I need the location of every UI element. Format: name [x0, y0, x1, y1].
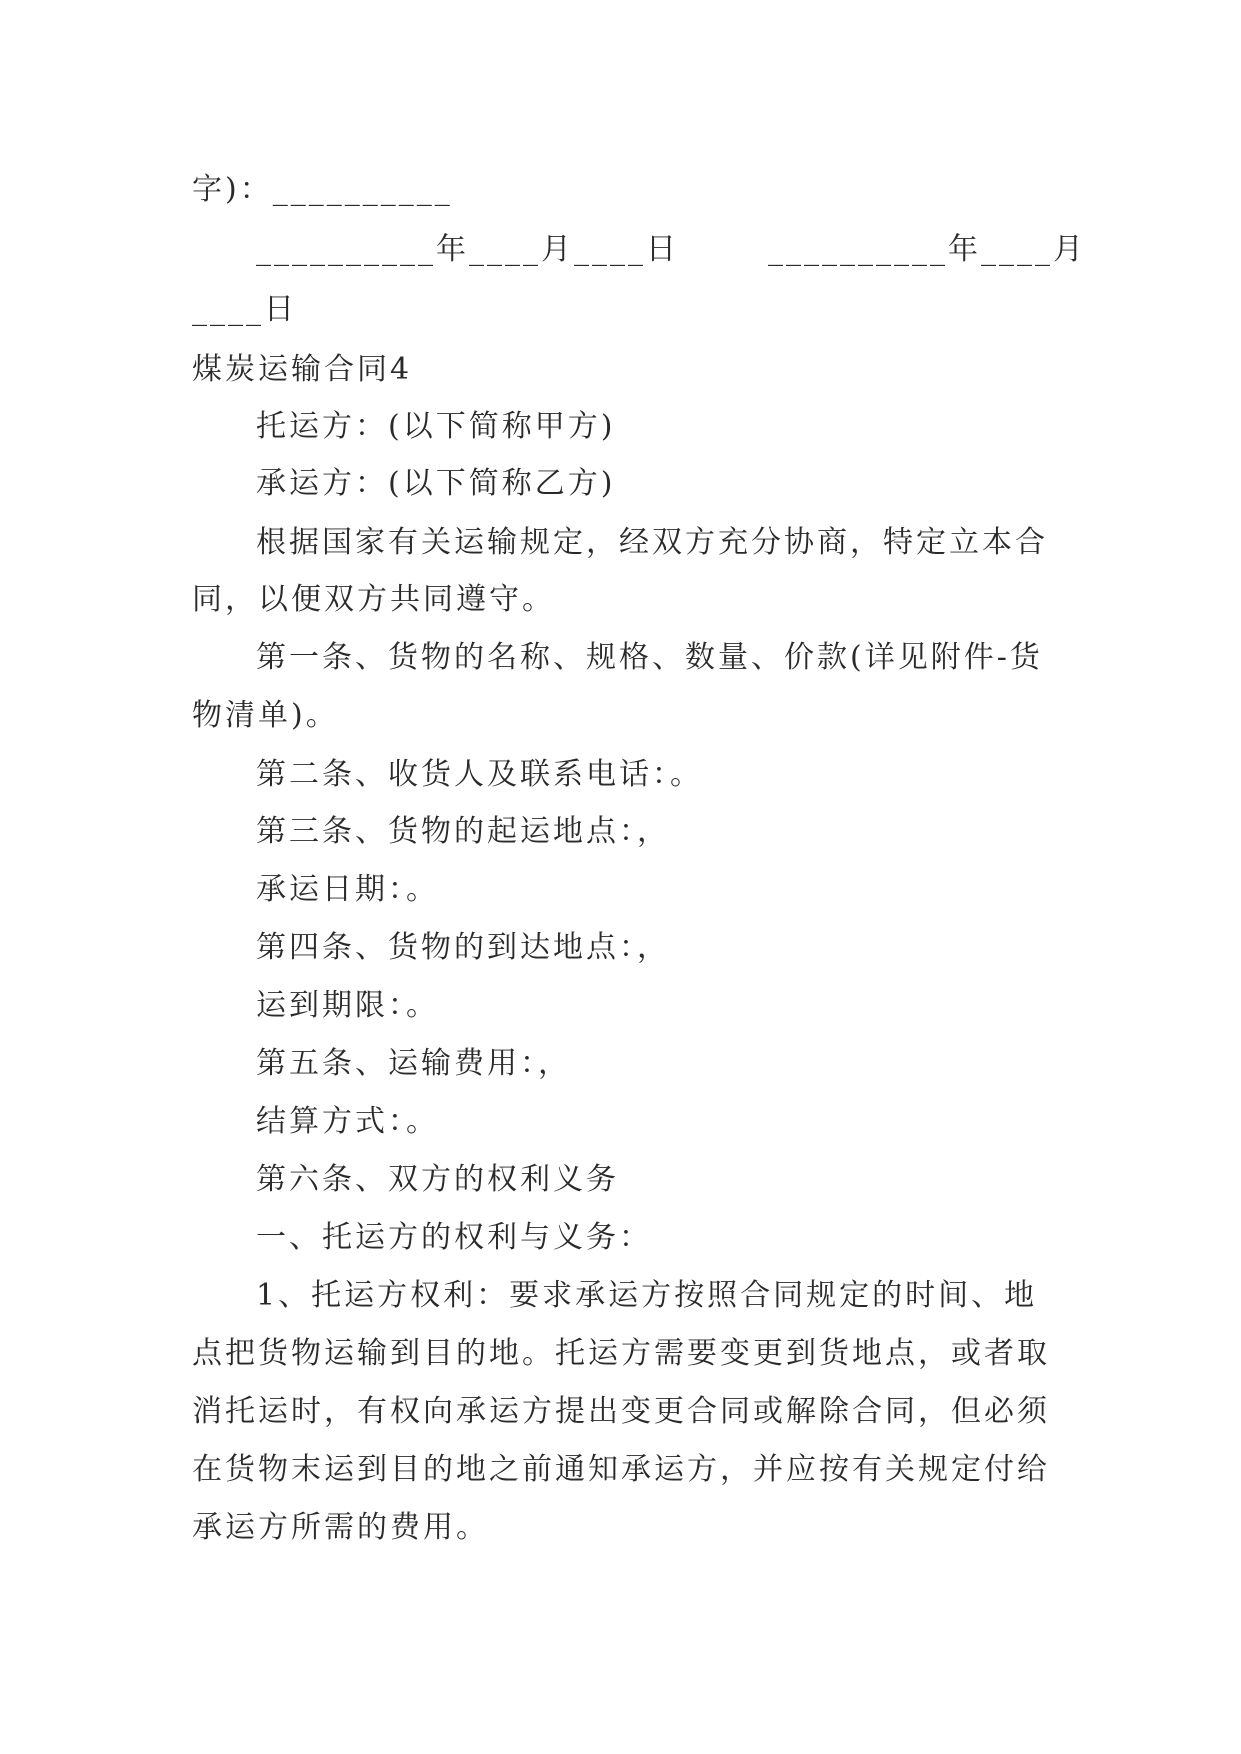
preamble-line-1: 根据国家有关运输规定，经双方充分协商，特定立本合: [256, 525, 1048, 560]
carry-date: 承运日期：。: [256, 872, 439, 907]
article-1-line-1: 第一条、货物的名称、规格、数量、价款(详见附件-货: [256, 640, 1043, 675]
article-6: 第六条、双方的权利义务: [256, 1162, 619, 1197]
article-5: 第五条、运输费用：，: [256, 1046, 571, 1081]
item-1-line-2: 点把货物运输到目的地。托运方需要变更到货地点，或者取: [192, 1336, 1050, 1371]
article-1-line-2: 物清单)。: [192, 698, 339, 733]
part-1-heading: 一、托运方的权利与义务：: [256, 1220, 652, 1255]
settlement-method: 结算方式：。: [256, 1104, 439, 1139]
item-1-line-4: 在货物末运到目的地之前通知承运方，并应按有关规定付给: [192, 1452, 1050, 1487]
preamble-line-2: 同，以便双方共同遵守。: [192, 582, 555, 617]
date-field-right: __________年____月: [768, 232, 1086, 267]
carrier-line: 承运方：(以下简称乙方): [256, 466, 616, 501]
article-4: 第四条、货物的到达地点：，: [256, 930, 670, 965]
item-1-line-1: 1、托运方权利：要求承运方按照合同规定的时间、地: [256, 1278, 1038, 1313]
signature-tail-line: 字)：__________: [192, 172, 453, 207]
section-title: 煤炭运输合同4: [192, 352, 413, 387]
article-3: 第三条、货物的起运地点：，: [256, 814, 670, 849]
item-1-line-5: 承运方所需的费用。: [192, 1510, 489, 1545]
item-1-line-3: 消托运时，有权向承运方提出变更合同或解除合同，但必须: [192, 1394, 1050, 1429]
date-field-right-day: ____日: [192, 292, 297, 327]
date-field-left: __________年____月____日: [256, 232, 679, 267]
shipper-line: 托运方：(以下简称甲方): [256, 409, 616, 444]
article-2: 第二条、收货人及联系电话：。: [256, 757, 703, 792]
delivery-term: 运到期限：。: [256, 988, 439, 1023]
